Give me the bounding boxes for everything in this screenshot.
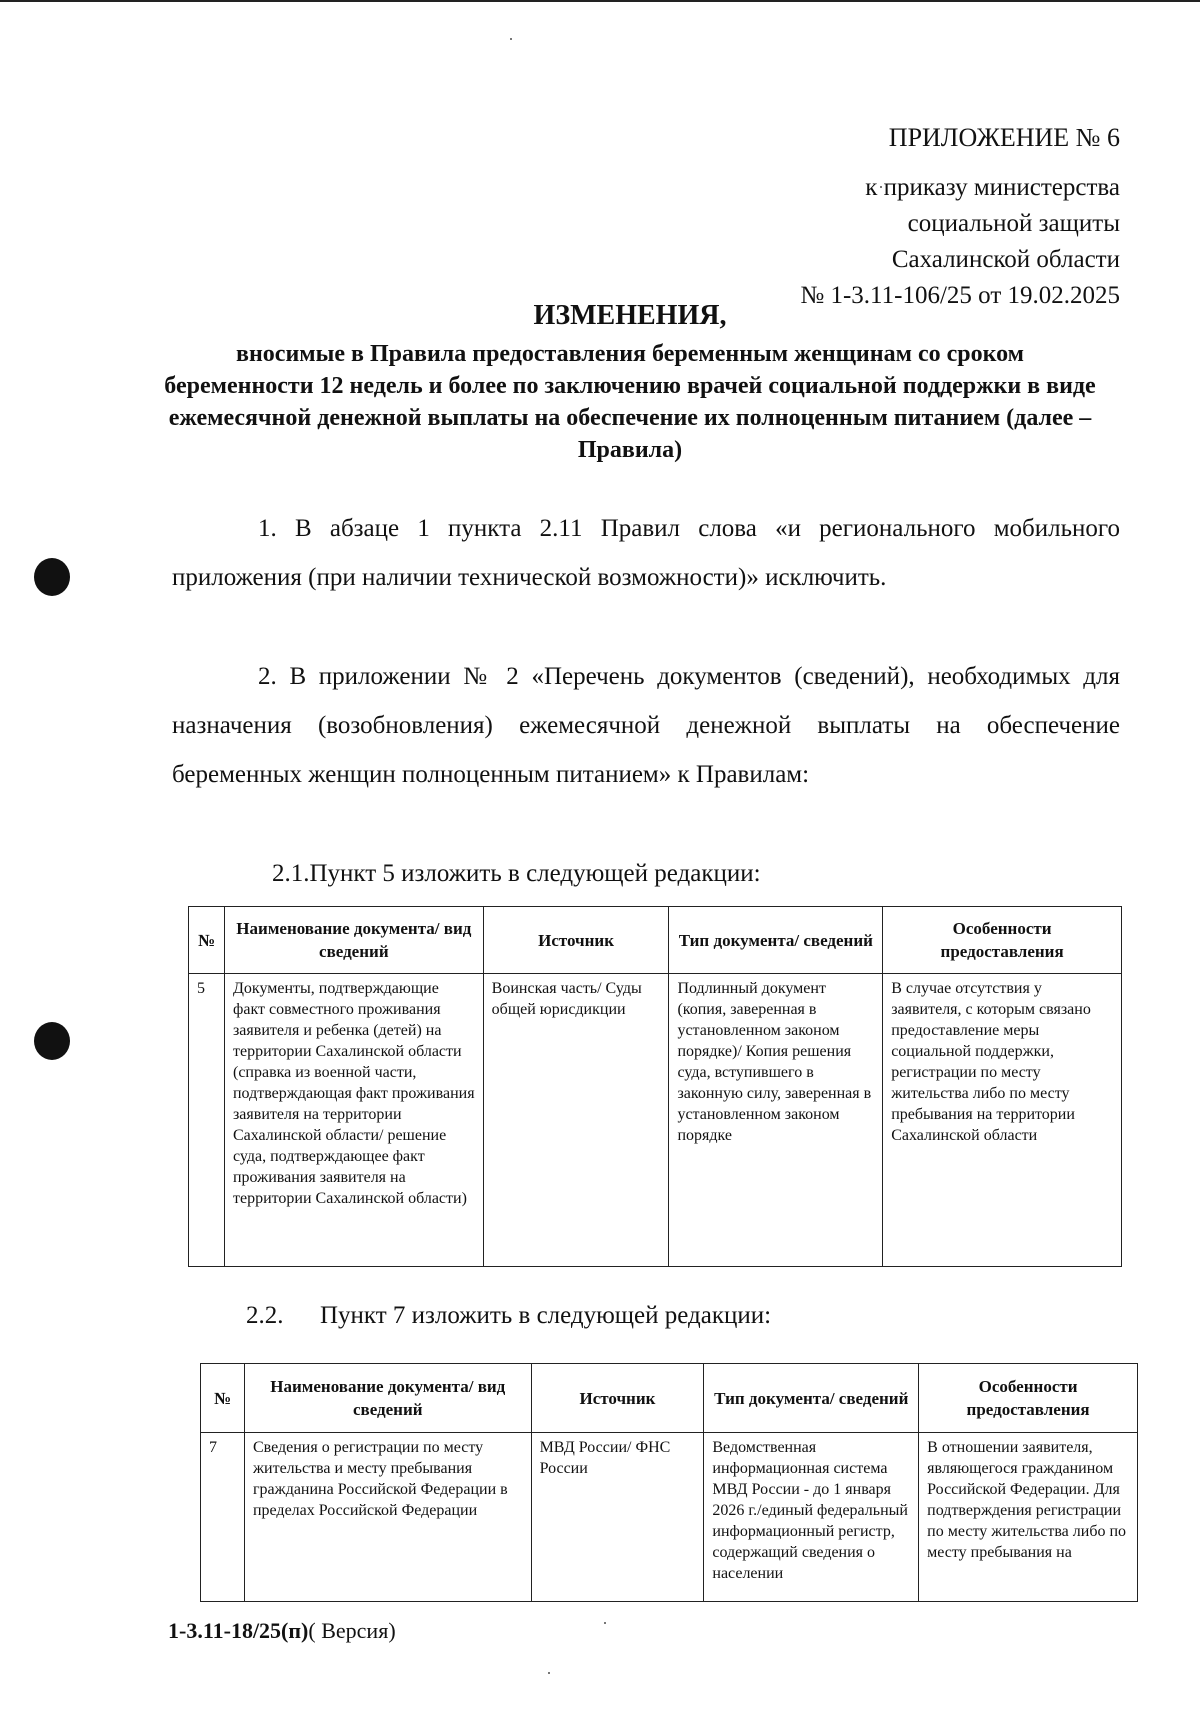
header-source: Источник — [531, 1364, 704, 1433]
cell-source: МВД России/ ФНС России — [531, 1433, 704, 1602]
annex-line: № 1-3.11-106/25 от 19.02.2025 — [800, 282, 1120, 309]
header-type: Тип документа/ сведений — [669, 907, 883, 974]
subsection-number: 2.2. — [246, 1302, 284, 1329]
paragraph-2: 2. В приложении № 2 «Перечень документов (сведений), необходимых для назначения (возобновления) ежемесячной денежной выплаты на обеспечение беременных женщин полноценным питанием» к Правилам: — [172, 663, 1120, 788]
table-item-5 — [188, 906, 1122, 1267]
header-num: № — [189, 907, 225, 974]
document-heading: ИЗМЕНЕНИЯ, — [533, 300, 727, 331]
table-header-row — [201, 1364, 1138, 1433]
cell-features: В случае отсутствия у заявителя, с которым связано предоставление меры социальной поддержки, регистрации по месту жительства либо по месту пребывания на территории Сахалинской области — [883, 974, 1122, 1267]
header-source: Источник — [483, 907, 669, 974]
cell-name: Документы, подтверждающие факт совместного проживания заявителя и ребенка (детей) на территории Сахалинской области (справка из военной части, подтверждающая факт проживания заявителя на территории Сахалинской области/ решение суда, подтверждающее факт проживания заявителя на территории Сахалинской области) — [224, 974, 483, 1267]
document-subheading: вносимые в Правила предоставления беременным женщинам со сроком беременности 12 недель и более по заключению врачей социальной поддержки в виде ежемесячной денежной выплаты на обеспечение их полноценным питанием (далее – Правила) — [164, 341, 1096, 463]
scan-top-edge — [0, 0, 1200, 2]
subsection-text: Пункт 7 изложить в следующей редакции: — [320, 1302, 772, 1329]
subsection-2-2 — [246, 1298, 771, 1334]
table-header-row — [189, 907, 1122, 974]
header-name: Наименование документа/ вид сведений — [244, 1364, 531, 1433]
annex-line: социальной защиты — [907, 210, 1120, 237]
header-features: Особенности предоставления — [919, 1364, 1138, 1433]
table-item-7 — [200, 1363, 1138, 1602]
table-row — [189, 974, 1122, 1267]
header-num: № — [201, 1364, 245, 1433]
annex-reference — [800, 170, 1120, 314]
table-row — [201, 1433, 1138, 1602]
annex-line: Сахалинской области — [891, 246, 1120, 273]
cell-type: Подлинный документ (копия, заверенная в установленном законом порядке)/ Копия решения суда, вступившего в законную силу, заверенная в установленном законом порядке — [669, 974, 883, 1267]
cell-features: В отношении заявителя, являющегося гражданином Российской Федерации. Для подтверждения регистрации по месту жительства либо по месту пребывания на — [919, 1433, 1138, 1602]
scan-speck — [604, 1622, 606, 1624]
cell-num: 7 — [201, 1433, 245, 1602]
subsection-2-1: 2.1.Пункт 5 изложить в следующей редакции: — [272, 860, 761, 887]
version-label: ( Версия) — [308, 1618, 396, 1643]
scan-speck — [510, 38, 512, 40]
document-footer — [168, 1618, 396, 1644]
cell-source: Воинская часть/ Суды общей юрисдикции — [483, 974, 669, 1267]
paragraph-1: 1. В абзаце 1 пункта 2.11 Правил слова «и регионального мобильного приложения (при наличии технической возможности)» исключить. — [172, 515, 1120, 591]
cell-name: Сведения о регистрации по месту жительства и месту пребывания гражданина Российской Федерации в пределах Российской Федерации — [244, 1433, 531, 1602]
binder-hole-mark — [34, 558, 70, 596]
binder-hole-mark — [34, 1022, 70, 1060]
cell-type: Ведомственная информационная система МВД России - до 1 января 2026 г./единый федеральный информационный регистр, содержащий сведения о населении — [704, 1433, 919, 1602]
annex-title: ПРИЛОЖЕНИЕ № 6 — [888, 123, 1120, 152]
scan-speck — [548, 1672, 550, 1674]
header-name: Наименование документа/ вид сведений — [224, 907, 483, 974]
header-type: Тип документа/ сведений — [704, 1364, 919, 1433]
annex-line: к приказу министерства — [865, 174, 1120, 201]
document-code: 1-3.11-18/25(п) — [168, 1618, 309, 1643]
cell-num: 5 — [189, 974, 225, 1267]
header-features: Особенности предоставления — [883, 907, 1122, 974]
